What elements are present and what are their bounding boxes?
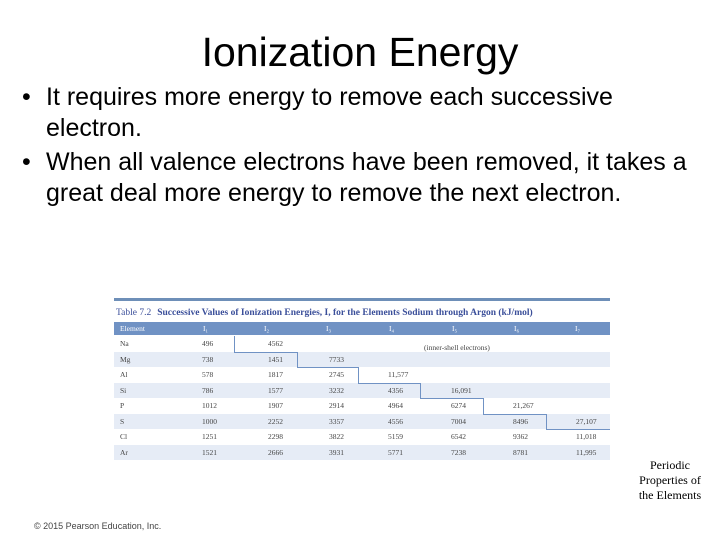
header-i6: I₆ — [514, 324, 520, 333]
header-i1: I₁ — [203, 324, 209, 333]
copyright-text: © 2015 Pearson Education, Inc. — [34, 521, 162, 531]
table-row — [114, 352, 610, 367]
value-cell: 11,995 — [576, 447, 597, 457]
bullet-text: When all valence electrons have been removed, it takes a great deal more energy to remove the next electron. — [46, 148, 687, 207]
valence-boundary-line — [358, 383, 420, 384]
value-cell: 1577 — [268, 385, 283, 395]
valence-boundary-line — [483, 398, 484, 414]
inner-shell-note: (inner-shell electrons) — [424, 343, 490, 352]
value-cell: 738 — [202, 354, 214, 364]
table-row — [114, 414, 610, 429]
header-i5: I₅ — [452, 324, 458, 333]
element-cell: Cl — [120, 432, 128, 441]
valence-boundary-line — [420, 398, 483, 399]
table-row — [114, 367, 610, 382]
element-cell: Si — [120, 385, 127, 395]
valence-boundary-line — [420, 383, 421, 399]
table-row — [114, 398, 610, 413]
value-cell: 6542 — [451, 432, 466, 441]
value-cell: 7004 — [451, 416, 466, 426]
value-cell: 4556 — [388, 416, 403, 426]
header-i4: I₄ — [389, 324, 395, 333]
bullet-text: It requires more energy to remove each successive electron. — [46, 83, 613, 142]
header-i7: I₇ — [575, 324, 581, 333]
value-cell: 9362 — [513, 432, 528, 441]
value-cell: 4562 — [268, 339, 283, 348]
table-title: Successive Values of Ionization Energies, I, for the Elements Sodium through Argon (kJ/mol) — [157, 308, 533, 318]
value-cell: 16,091 — [451, 385, 472, 395]
value-cell: 2252 — [268, 416, 283, 426]
valence-boundary-line — [546, 414, 547, 430]
value-cell: 3232 — [329, 385, 344, 395]
value-cell: 1451 — [268, 354, 283, 364]
ionization-table-figure — [114, 298, 610, 462]
value-cell: 1251 — [202, 432, 217, 441]
value-cell: 11,577 — [388, 370, 409, 379]
valence-boundary-line — [358, 367, 359, 383]
value-cell: 8781 — [513, 447, 528, 457]
value-cell: 6274 — [451, 401, 466, 410]
bullet-item — [22, 82, 702, 144]
header-i3: I₃ — [326, 324, 332, 333]
bullet-item — [22, 147, 702, 209]
table-row — [114, 336, 610, 351]
value-cell: 2298 — [268, 432, 283, 441]
value-cell: 5771 — [388, 447, 403, 457]
value-cell: 1817 — [268, 370, 283, 379]
table-row — [114, 383, 610, 398]
valence-boundary-line — [297, 367, 358, 368]
value-cell: 578 — [202, 370, 214, 379]
footer-note: Periodic Properties of the Elements — [638, 458, 702, 502]
value-cell: 4356 — [388, 385, 403, 395]
value-cell: 1000 — [202, 416, 217, 426]
value-cell: 786 — [202, 385, 214, 395]
valence-boundary-line — [546, 429, 610, 430]
element-cell: Al — [120, 370, 128, 379]
valence-boundary-line — [297, 352, 298, 368]
bullet-list — [22, 82, 702, 212]
value-cell: 1907 — [268, 401, 283, 410]
value-cell: 11,018 — [576, 432, 597, 441]
element-cell: P — [120, 401, 125, 410]
valence-boundary-line — [234, 336, 235, 352]
bullet-marker: • — [22, 148, 31, 176]
valence-boundary-line — [483, 414, 546, 415]
value-cell: 2914 — [329, 401, 344, 410]
value-cell: 2745 — [329, 370, 344, 379]
element-cell: S — [120, 416, 125, 426]
value-cell: 8496 — [513, 416, 528, 426]
header-element: Element — [120, 324, 145, 333]
value-cell: 2666 — [268, 447, 283, 457]
value-cell: 4964 — [388, 401, 403, 410]
element-cell: Na — [120, 339, 129, 348]
table-row — [114, 429, 610, 444]
value-cell: 3357 — [329, 416, 344, 426]
valence-boundary-line — [234, 352, 297, 353]
table-caption — [116, 305, 610, 321]
value-cell: 27,107 — [576, 416, 597, 426]
table-number: Table 7.2 — [116, 308, 152, 318]
slide-title: Ionization Energy — [201, 29, 519, 75]
table-header-row — [114, 322, 610, 335]
value-cell: 1012 — [202, 401, 217, 410]
header-i2: I₂ — [264, 324, 270, 333]
value-cell: 1521 — [202, 447, 217, 457]
value-cell: 3822 — [329, 432, 344, 441]
table-row — [114, 445, 610, 460]
value-cell: 3931 — [329, 447, 344, 457]
value-cell: 5159 — [388, 432, 403, 441]
value-cell: 21,267 — [513, 401, 534, 410]
value-cell: 7238 — [451, 447, 466, 457]
value-cell: 496 — [202, 339, 214, 348]
bullet-marker: • — [22, 83, 31, 111]
value-cell: 7733 — [329, 354, 344, 364]
table-top-rule — [114, 298, 610, 301]
element-cell: Ar — [120, 447, 128, 457]
element-cell: Mg — [120, 354, 131, 364]
